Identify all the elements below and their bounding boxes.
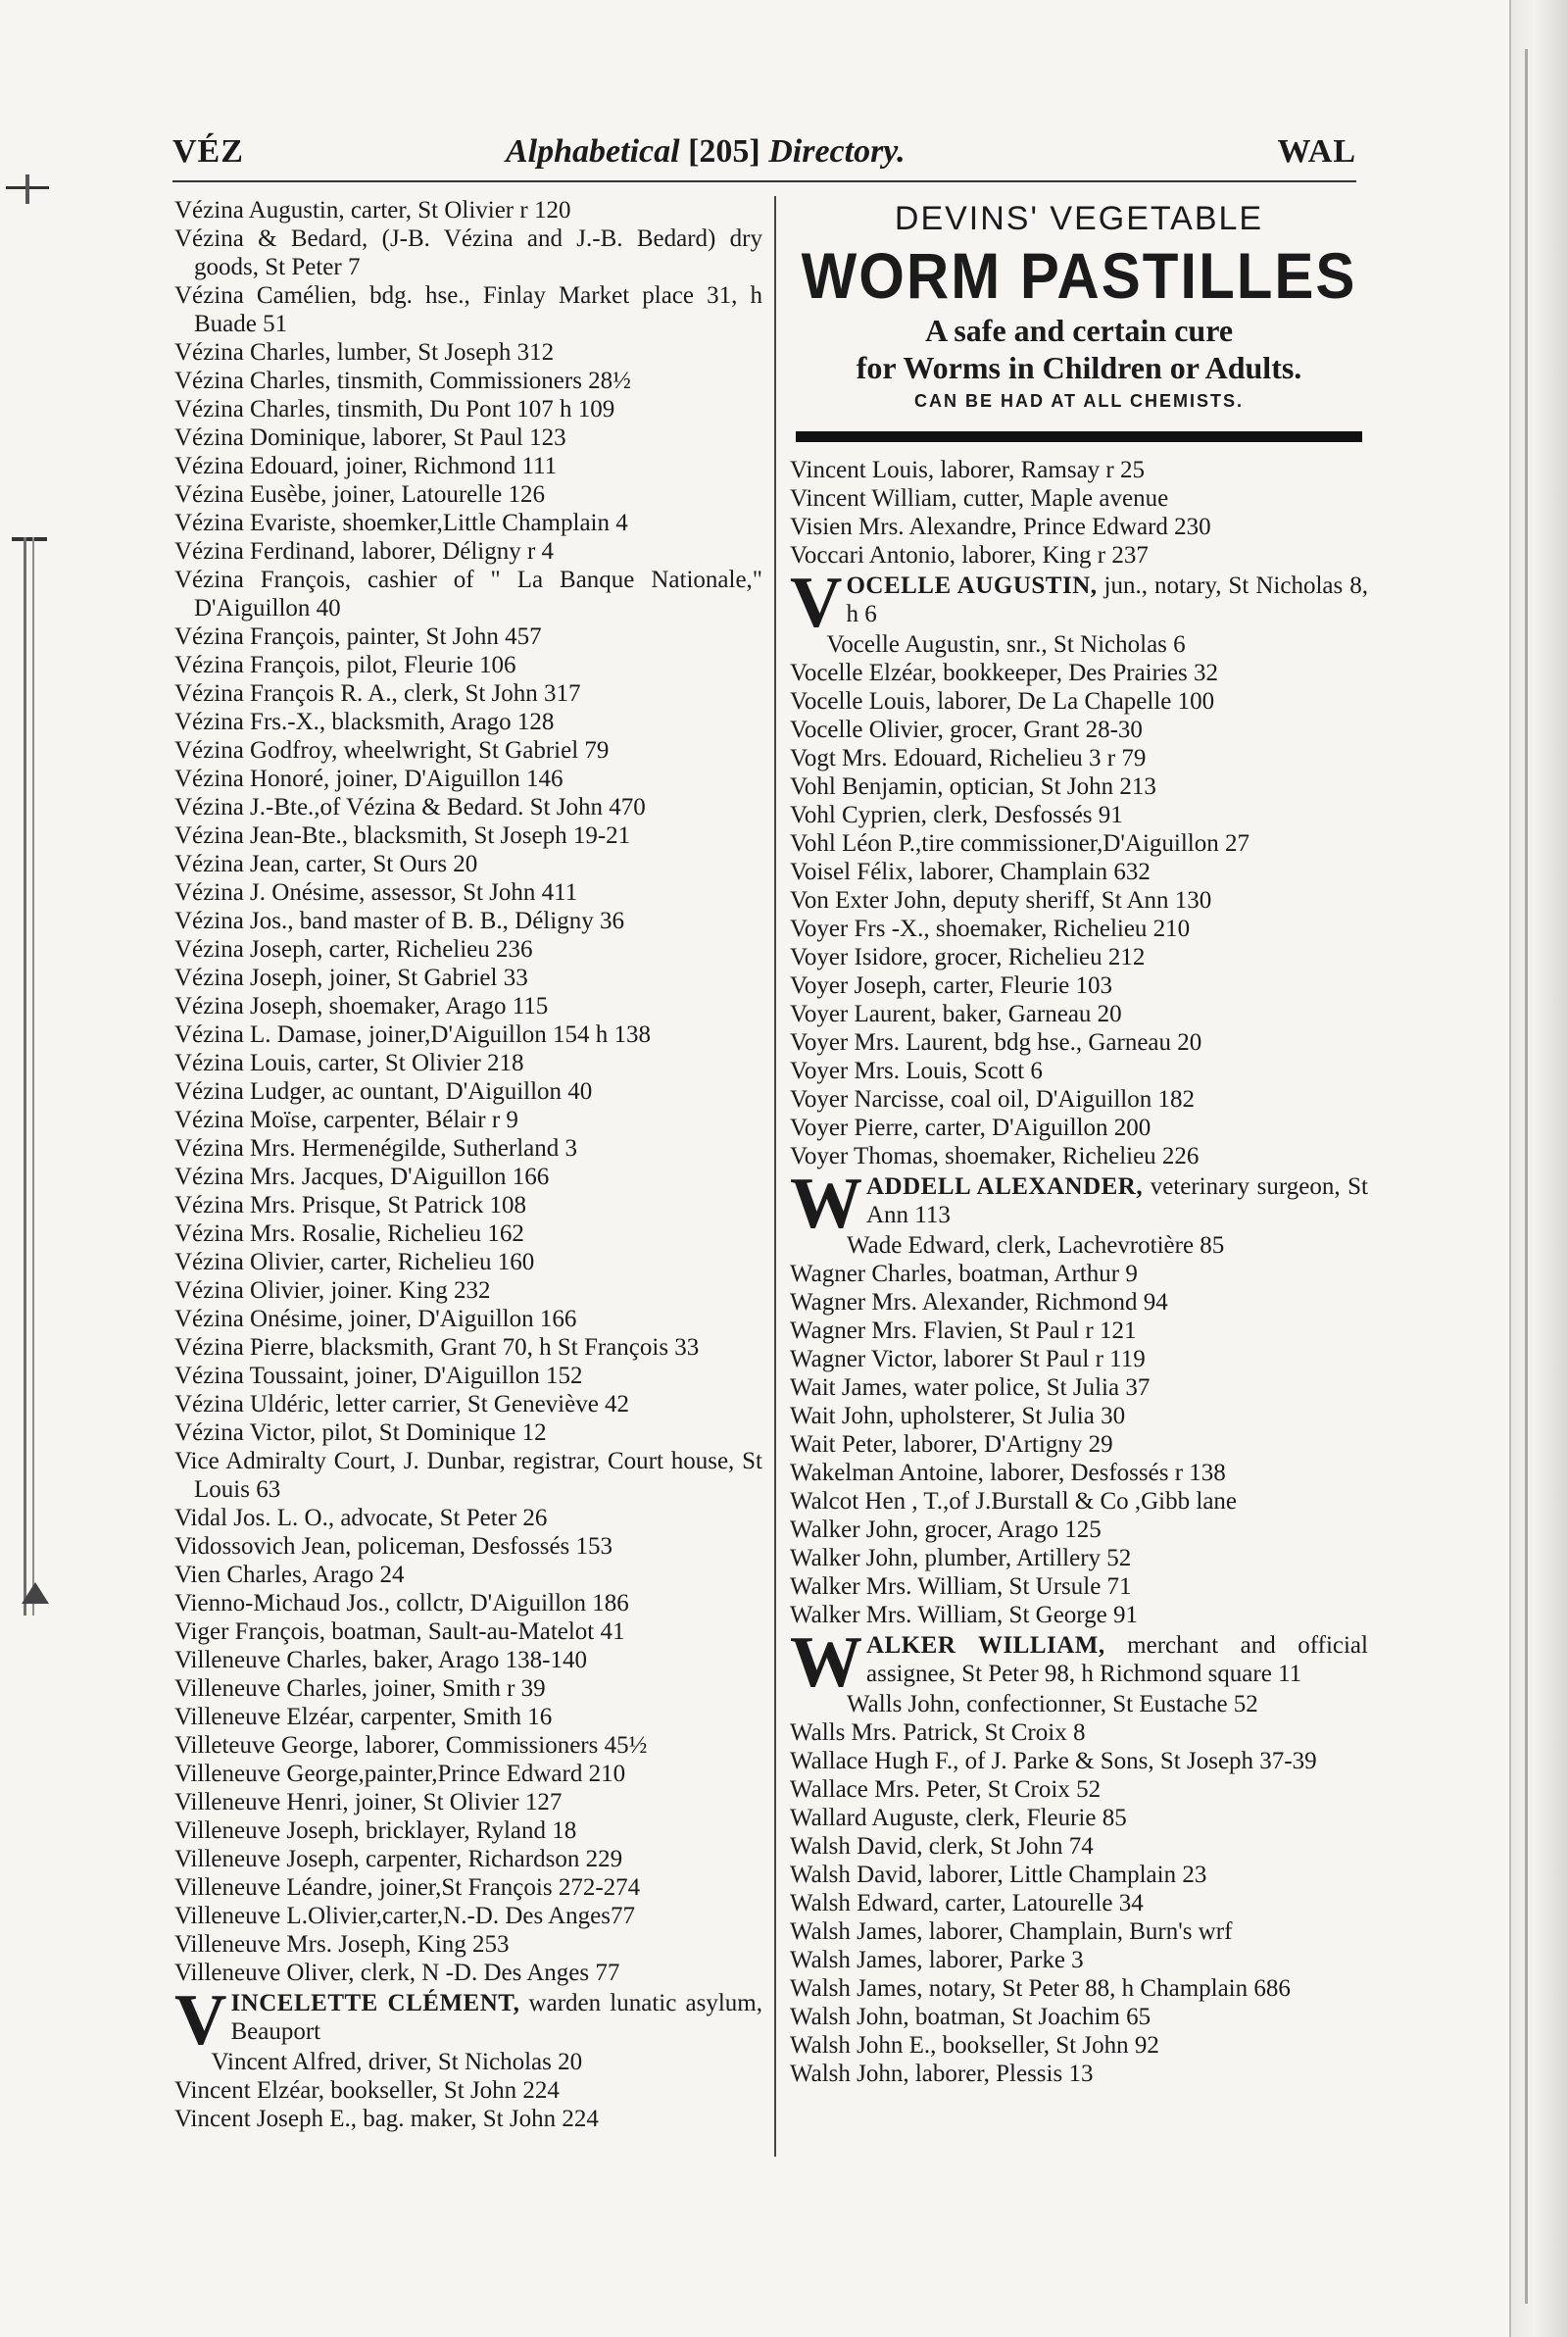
directory-entry: Vienno-Michaud Jos., collctr, D'Aiguillon 186 [174, 1590, 629, 1616]
featured-details: veterinary surgeon, St Ann 113 [866, 1173, 1368, 1228]
featured-details: jun., notary, St Nicholas 8, h 6 [846, 572, 1368, 627]
directory-entry: Vézina Frs.-X., blacksmith, Arago 128 [174, 709, 555, 735]
directory-entry: Walsh James, laborer, Champlain, Burn's wrf [790, 1918, 1233, 1945]
directory-entry: Vézina Mrs. Prisque, St Patrick 108 [174, 1192, 526, 1218]
directory-entry: Vézina François, pilot, Fleurie 106 [174, 652, 516, 678]
directory-entry: Voyer Mrs. Louis, Scott 6 [790, 1058, 1043, 1084]
directory-entry: Wagner Charles, boatman, Arthur 9 [790, 1261, 1138, 1287]
directory-entry: Vézina Joseph, joiner, St Gabriel 33 [174, 965, 528, 991]
directory-entry: Vézina Ferdinand, laborer, Déligny r 4 [174, 538, 555, 565]
page-number: [205] [688, 133, 760, 170]
directory-entry: Vohl Léon P.,tire commissioner,D'Aiguillon 27 [790, 830, 1250, 857]
directory-entry: Voccari Antonio, laborer, King r 237 [790, 542, 1149, 569]
directory-entry: Vice Admiralty Court, J. Dunbar, registrar, Court house, St Louis 63 [174, 1448, 762, 1503]
directory-entry: Vézina Jean, carter, St Ours 20 [174, 851, 478, 877]
directory-entry: Villeneuve Charles, joiner, Smith r 39 [174, 1675, 546, 1702]
directory-entry: Wade Edward, clerk, Lachevrotière 85 [847, 1232, 1225, 1259]
featured-entry-vocelle [790, 563, 1368, 643]
header-title-suffix: Directory. [768, 133, 906, 170]
directory-entry: Villeneuve Oliver, clerk, N -D. Des Anges 77 [174, 1960, 620, 1986]
directory-entry: Walsh Edward, carter, Latourelle 34 [790, 1890, 1144, 1916]
directory-entry: Vézina & Bedard, (J-B. Vézina and J.-B. Bedard) dry goods, St Peter 7 [174, 225, 762, 280]
directory-entry: Vézina Mrs. Jacques, D'Aiguillon 166 [174, 1164, 550, 1190]
column-divider [774, 196, 776, 2157]
header-title [506, 133, 906, 171]
directory-entry: Vézina Joseph, shoemaker, Arago 115 [174, 993, 549, 1019]
directory-entry: Vézina Moïse, carpenter, Bélair r 9 [174, 1107, 518, 1133]
featured-entry-walker [790, 1622, 1368, 1703]
directory-entry: Vézina Victor, pilot, St Dominique 12 [174, 1419, 547, 1446]
directory-entry: Von Exter John, deputy sheriff, St Ann 130 [790, 887, 1212, 914]
featured-name: ADDELL ALEXANDER, [866, 1173, 1144, 1200]
directory-entry: Vogt Mrs. Edouard, Richelieu 3 r 79 [790, 745, 1147, 771]
directory-entry: Vézina Godfroy, wheelwright, St Gabriel 79 [174, 737, 610, 764]
featured-entry-vincelette [174, 1980, 762, 2061]
directory-entry: Vohl Cyprien, clerk, Desfossés 91 [790, 802, 1123, 828]
directory-entry: Villeneuve Mrs. Joseph, King 253 [174, 1931, 510, 1958]
left-tail-entries [174, 2048, 762, 2133]
directory-entry: Vézina J. Onésime, assessor, St John 411 [174, 879, 578, 906]
featured-details: warden lunatic asylum, Beauport [230, 1990, 762, 2045]
right-entries-b [790, 630, 1368, 1170]
directory-entry: Viger François, boatman, Sault-au-Matelot 41 [174, 1618, 625, 1645]
directory-entry: Vézina Pierre, blacksmith, Grant 70, h St François 33 [174, 1334, 700, 1361]
directory-entry: Villeneuve Charles, baker, Arago 138-140 [174, 1647, 587, 1673]
directory-entry: Walker Mrs. William, St Ursule 71 [790, 1573, 1132, 1600]
right-column [790, 196, 1368, 2088]
directory-entry: Wait James, water police, St Julia 37 [790, 1374, 1151, 1401]
directory-entry: Walcot Hen , T.,of J.Burstall & Co ,Gibb lane [790, 1488, 1238, 1515]
featured-entry-waddell [790, 1164, 1368, 1244]
directory-entry: Voyer Laurent, baker, Garneau 20 [790, 1001, 1122, 1027]
directory-entry: Vézina J.-Bte.,of Vézina & Bedard. St John 470 [174, 794, 646, 820]
directory-entry: Vincent Elzéar, bookseller, St John 224 [174, 2077, 560, 2104]
directory-entry: Vézina Evariste, shoemker,Little Champlain 4 [174, 510, 628, 536]
directory-entry: Vézina François R. A., clerk, St John 317 [174, 680, 581, 707]
directory-entry: Vézina Charles, tinsmith, Commissioners 28½ [174, 368, 631, 394]
directory-entry: Voisel Félix, laborer, Champlain 632 [790, 859, 1151, 885]
directory-entry: Wait Peter, laborer, D'Artigny 29 [790, 1431, 1113, 1458]
advertisement [790, 196, 1368, 442]
directory-entry: Walls John, confectionner, St Eustache 52 [847, 1691, 1258, 1717]
header-title-text: Alphabetical [506, 133, 680, 170]
directory-entry: Vézina Joseph, carter, Richelieu 236 [174, 936, 533, 963]
directory-entry: Walsh David, clerk, St John 74 [790, 1833, 1094, 1860]
right-entries-c [790, 1231, 1368, 1629]
binding-mark-side [6, 537, 49, 1616]
directory-entry: Villeneuve Léandre, joiner,St François 272-274 [174, 1874, 641, 1901]
ad-line-1: DEVINS' VEGETABLE [894, 200, 1264, 237]
directory-entry: Wallace Mrs. Peter, St Croix 52 [790, 1776, 1102, 1803]
directory-entry: Wagner Victor, laborer St Paul r 119 [790, 1346, 1146, 1372]
directory-entry: Voyer Narcisse, coal oil, D'Aiguillon 182 [790, 1086, 1196, 1113]
binding-mark-top [6, 174, 49, 204]
left-entries [174, 196, 762, 1987]
drop-initial: V [790, 563, 843, 643]
directory-entry: Vocelle Louis, laborer, De La Chapelle 100 [790, 688, 1215, 715]
directory-entry: Vincent Alfred, driver, St Nicholas 20 [211, 2049, 583, 2075]
featured-name: INCELETTE CLÉMENT, [230, 1990, 520, 2016]
directory-entry: Vézina Augustin, carter, St Olivier r 120 [174, 197, 571, 224]
ad-line-4: for Worms in Children or Adults. [856, 350, 1302, 385]
right-entries-a [790, 456, 1368, 570]
directory-entry: Vézina François, painter, St John 457 [174, 623, 542, 650]
directory-entry: Vincent Louis, laborer, Ramsay r 25 [790, 457, 1145, 483]
directory-entry: Villeneuve George,painter,Prince Edward 210 [174, 1761, 626, 1787]
ad-headline: WORM PASTILLES [801, 239, 1357, 313]
directory-entry: Vézina Louis, carter, St Olivier 218 [174, 1050, 524, 1076]
directory-entry: Vézina Onésime, joiner, D'Aiguillon 166 [174, 1306, 577, 1332]
directory-entry: Villeneuve Elzéar, carpenter, Smith 16 [174, 1704, 553, 1730]
directory-entry: Vocelle Olivier, grocer, Grant 28-30 [790, 717, 1143, 743]
directory-entry: Wallard Auguste, clerk, Fleurie 85 [790, 1805, 1127, 1831]
directory-entry: Villeneuve Joseph, carpenter, Richardson 229 [174, 1846, 623, 1872]
header-left-guide: VÉZ [172, 133, 244, 170]
directory-entry: Voyer Joseph, carter, Fleurie 103 [790, 972, 1113, 999]
directory-entry: Vohl Benjamin, optician, St John 213 [790, 773, 1156, 800]
directory-entry: Walsh James, notary, St Peter 88, h Champlain 686 [790, 1975, 1291, 2002]
directory-entry: Vézina L. Damase, joiner,D'Aiguillon 154 h 138 [174, 1021, 652, 1048]
directory-entry: Vézina Mrs. Hermenégilde, Sutherland 3 [174, 1135, 577, 1162]
directory-entry: Vézina Eusèbe, joiner, Latourelle 126 [174, 481, 546, 508]
featured-name: OCELLE AUGUSTIN, [846, 572, 1098, 599]
ad-line-5: CAN BE HAD AT ALL CHEMISTS. [914, 391, 1244, 411]
directory-entry: Voyer Isidore, grocer, Richelieu 212 [790, 944, 1146, 970]
directory-entry: Vézina Mrs. Rosalie, Richelieu 162 [174, 1220, 524, 1247]
directory-entry: Vézina Jos., band master of B. B., Déligny 36 [174, 908, 624, 934]
left-column [174, 196, 762, 2133]
directory-entry: Vézina Dominique, laborer, St Paul 123 [174, 424, 566, 451]
directory-entry: Vézina Toussaint, joiner, D'Aiguillon 152 [174, 1363, 583, 1389]
directory-entry: Vocelle Elzéar, bookkeeper, Des Prairies 32 [790, 660, 1218, 686]
featured-name: ALKER WILLIAM, [866, 1632, 1105, 1659]
directory-entry: Vézina Ludger, ac ountant, D'Aiguillon 40 [174, 1078, 593, 1105]
ad-line-3: A safe and certain cure [924, 313, 1234, 348]
directory-entry: Walsh John E., bookseller, St John 92 [790, 2032, 1159, 2059]
page-edge [1509, 0, 1568, 2337]
directory-entry: Walsh James, laborer, Parke 3 [790, 1947, 1084, 1973]
directory-entry: Vidal Jos. L. O., advocate, St Peter 26 [174, 1505, 548, 1531]
header-right-guide: WAL [1277, 133, 1356, 170]
directory-entry: Voyer Thomas, shoemaker, Richelieu 226 [790, 1143, 1200, 1169]
directory-entry: Vézina Uldéric, letter carrier, St Geneviève 42 [174, 1391, 630, 1417]
directory-entry: Vézina Olivier, carter, Richelieu 160 [174, 1249, 535, 1275]
directory-entry: Walsh John, boatman, St Joachim 65 [790, 2004, 1152, 2030]
directory-entry: Vézina Charles, tinsmith, Du Pont 107 h 109 [174, 396, 615, 423]
directory-entry: Wakelman Antoine, laborer, Desfossés r 138 [790, 1460, 1226, 1486]
ad-rule [796, 431, 1362, 442]
right-entries-d [790, 1690, 1368, 2088]
directory-entry: Vézina Camélien, bdg. hse., Finlay Market place 31, h Buade 51 [174, 282, 762, 337]
directory-entry: Wallace Hugh F., of J. Parke & Sons, St Joseph 37-39 [790, 1748, 1317, 1774]
directory-entry: Visien Mrs. Alexandre, Prince Edward 230 [790, 514, 1211, 540]
directory-entry: Voyer Frs -X., shoemaker, Richelieu 210 [790, 916, 1191, 942]
directory-entry: Wagner Mrs. Alexander, Richmond 94 [790, 1289, 1168, 1316]
directory-entry: Walker Mrs. William, St George 91 [790, 1602, 1139, 1628]
directory-entry: Voyer Pierre, carter, D'Aiguillon 200 [790, 1115, 1152, 1141]
directory-entry: Walls Mrs. Patrick, St Croix 8 [790, 1719, 1086, 1746]
directory-entry: Vien Charles, Arago 24 [174, 1562, 405, 1588]
directory-entry: Vincent William, cutter, Maple avenue [790, 485, 1169, 512]
drop-initial: W [790, 1164, 862, 1244]
page-header [172, 133, 1356, 182]
drop-initial: V [174, 1980, 227, 2061]
directory-entry: Vézina Edouard, joiner, Richmond 111 [174, 453, 558, 479]
directory-entry: Wait John, upholsterer, St Julia 30 [790, 1403, 1126, 1429]
directory-entry: Vidossovich Jean, policeman, Desfossés 153 [174, 1533, 613, 1560]
directory-entry: Voyer Mrs. Laurent, bdg hse., Garneau 20 [790, 1029, 1202, 1056]
directory-entry: Villeneuve L.Olivier,carter,N.-D. Des Anges77 [174, 1903, 635, 1929]
directory-entry: Walsh David, laborer, Little Champlain 23 [790, 1862, 1207, 1888]
directory-entry: Walker John, grocer, Arago 125 [790, 1517, 1102, 1543]
directory-entry: Vézina Honoré, joiner, D'Aiguillon 146 [174, 766, 564, 792]
featured-details: merchant and official assignee, St Peter 98, h Richmond square 11 [866, 1632, 1368, 1687]
directory-entry: Vézina Olivier, joiner. King 232 [174, 1277, 491, 1304]
directory-entry: Villeteuve George, laborer, Commissioners 45½ [174, 1732, 648, 1759]
directory-entry: Villeneuve Henri, joiner, St Olivier 127 [174, 1789, 563, 1815]
directory-entry: Vincent Joseph E., bag. maker, St John 224 [174, 2106, 599, 2132]
drop-initial: W [790, 1622, 862, 1703]
directory-entry: Walker John, plumber, Artillery 52 [790, 1545, 1132, 1571]
directory-entry: Vézina Charles, lumber, St Joseph 312 [174, 339, 555, 366]
directory-entry: Wagner Mrs. Flavien, St Paul r 121 [790, 1318, 1137, 1344]
directory-entry: Vézina François, cashier of " La Banque Nationale," D'Aiguillon 40 [174, 567, 762, 622]
directory-entry: Vézina Jean-Bte., blacksmith, St Joseph 19-21 [174, 822, 631, 849]
directory-entry: Walsh John, laborer, Plessis 13 [790, 2061, 1094, 2087]
directory-entry: Villeneuve Joseph, bricklayer, Ryland 18 [174, 1817, 577, 1844]
directory-entry: Vocelle Augustin, snr., St Nicholas 6 [826, 631, 1186, 658]
